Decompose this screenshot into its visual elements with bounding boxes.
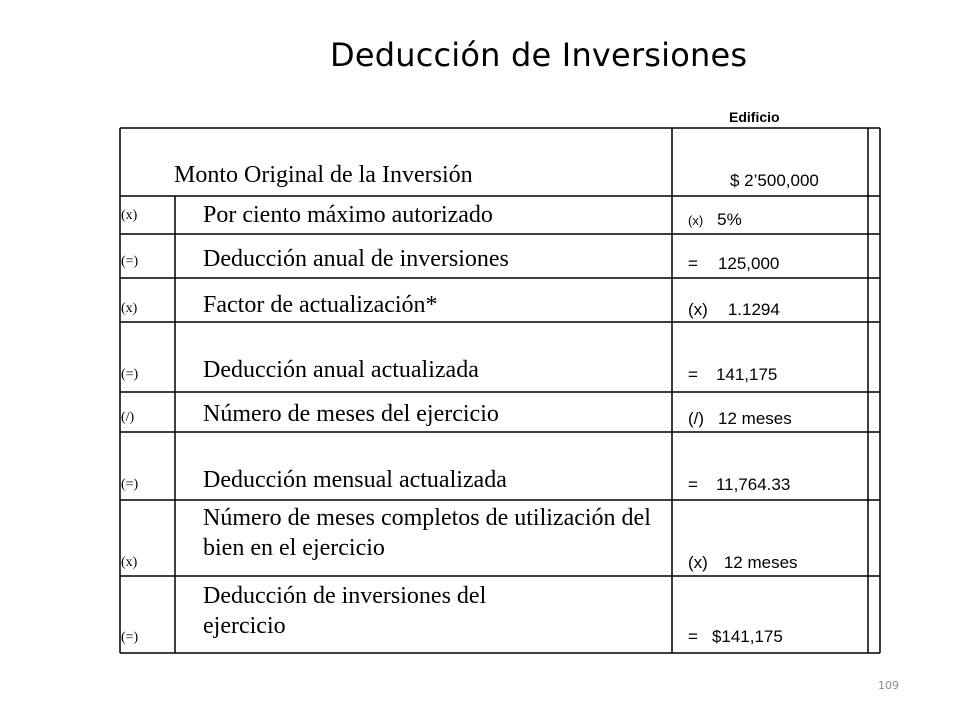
page-number: 109	[878, 679, 899, 692]
row-label: Deducción anual de inversiones	[203, 246, 509, 272]
row-value-text: 12 meses	[723, 553, 798, 572]
row-symbol: =	[688, 254, 698, 273]
row-operator: (=)	[121, 254, 139, 269]
row-operator: (x)	[121, 208, 138, 223]
row-value-text: $141,175	[711, 627, 783, 646]
row-operator: (x)	[121, 301, 138, 316]
row-label: Deducción de inversiones del ejercicio	[203, 583, 487, 639]
row-value	[688, 475, 790, 495]
row-value	[688, 627, 783, 647]
row-operator: (=)	[121, 630, 139, 645]
row-value	[688, 409, 792, 429]
row-value-text: 12 meses	[718, 409, 792, 428]
row-label: Factor de actualización*	[203, 292, 438, 318]
row-label: Número de meses completos de utilización del bien en el ejercicio	[203, 505, 651, 561]
row-value-text: 11,764.33	[715, 475, 791, 494]
row-value-text: 125,000	[717, 254, 780, 273]
row-value-text: 1.1294	[727, 300, 780, 319]
row-symbol: =	[688, 475, 698, 494]
row-value	[730, 171, 819, 191]
row-operator: (x)	[121, 555, 138, 570]
row-symbol: (x)	[688, 213, 704, 228]
column-header-edificio: Edificio	[729, 109, 780, 125]
row-symbol: =	[688, 627, 698, 646]
slide-title: Deducción de Inversiones	[330, 36, 748, 74]
row-value-text: $ 2’500,000	[730, 171, 819, 190]
row-symbol: =	[688, 365, 698, 384]
row-label: Deducción anual actualizada	[203, 357, 479, 383]
row-symbol: (/)	[688, 409, 705, 428]
row-value	[688, 300, 780, 320]
row-operator: (=)	[121, 477, 139, 492]
row-label: Número de meses del ejercicio	[203, 401, 499, 427]
row-symbol: (x)	[688, 300, 708, 319]
row-symbol: (x)	[688, 553, 708, 572]
row-label: Monto Original de la Inversión	[174, 162, 473, 188]
row-value	[688, 254, 779, 274]
row-label: Deducción mensual actualizada	[203, 467, 507, 493]
row-operator: (/)	[121, 410, 135, 425]
row-value	[688, 365, 777, 385]
row-value	[688, 553, 798, 573]
row-value	[688, 210, 742, 230]
row-label: Por ciento máximo autorizado	[203, 202, 493, 228]
row-value-text: 5%	[717, 210, 742, 229]
row-operator: (=)	[121, 367, 139, 382]
row-value-text: 141,175	[715, 365, 778, 384]
